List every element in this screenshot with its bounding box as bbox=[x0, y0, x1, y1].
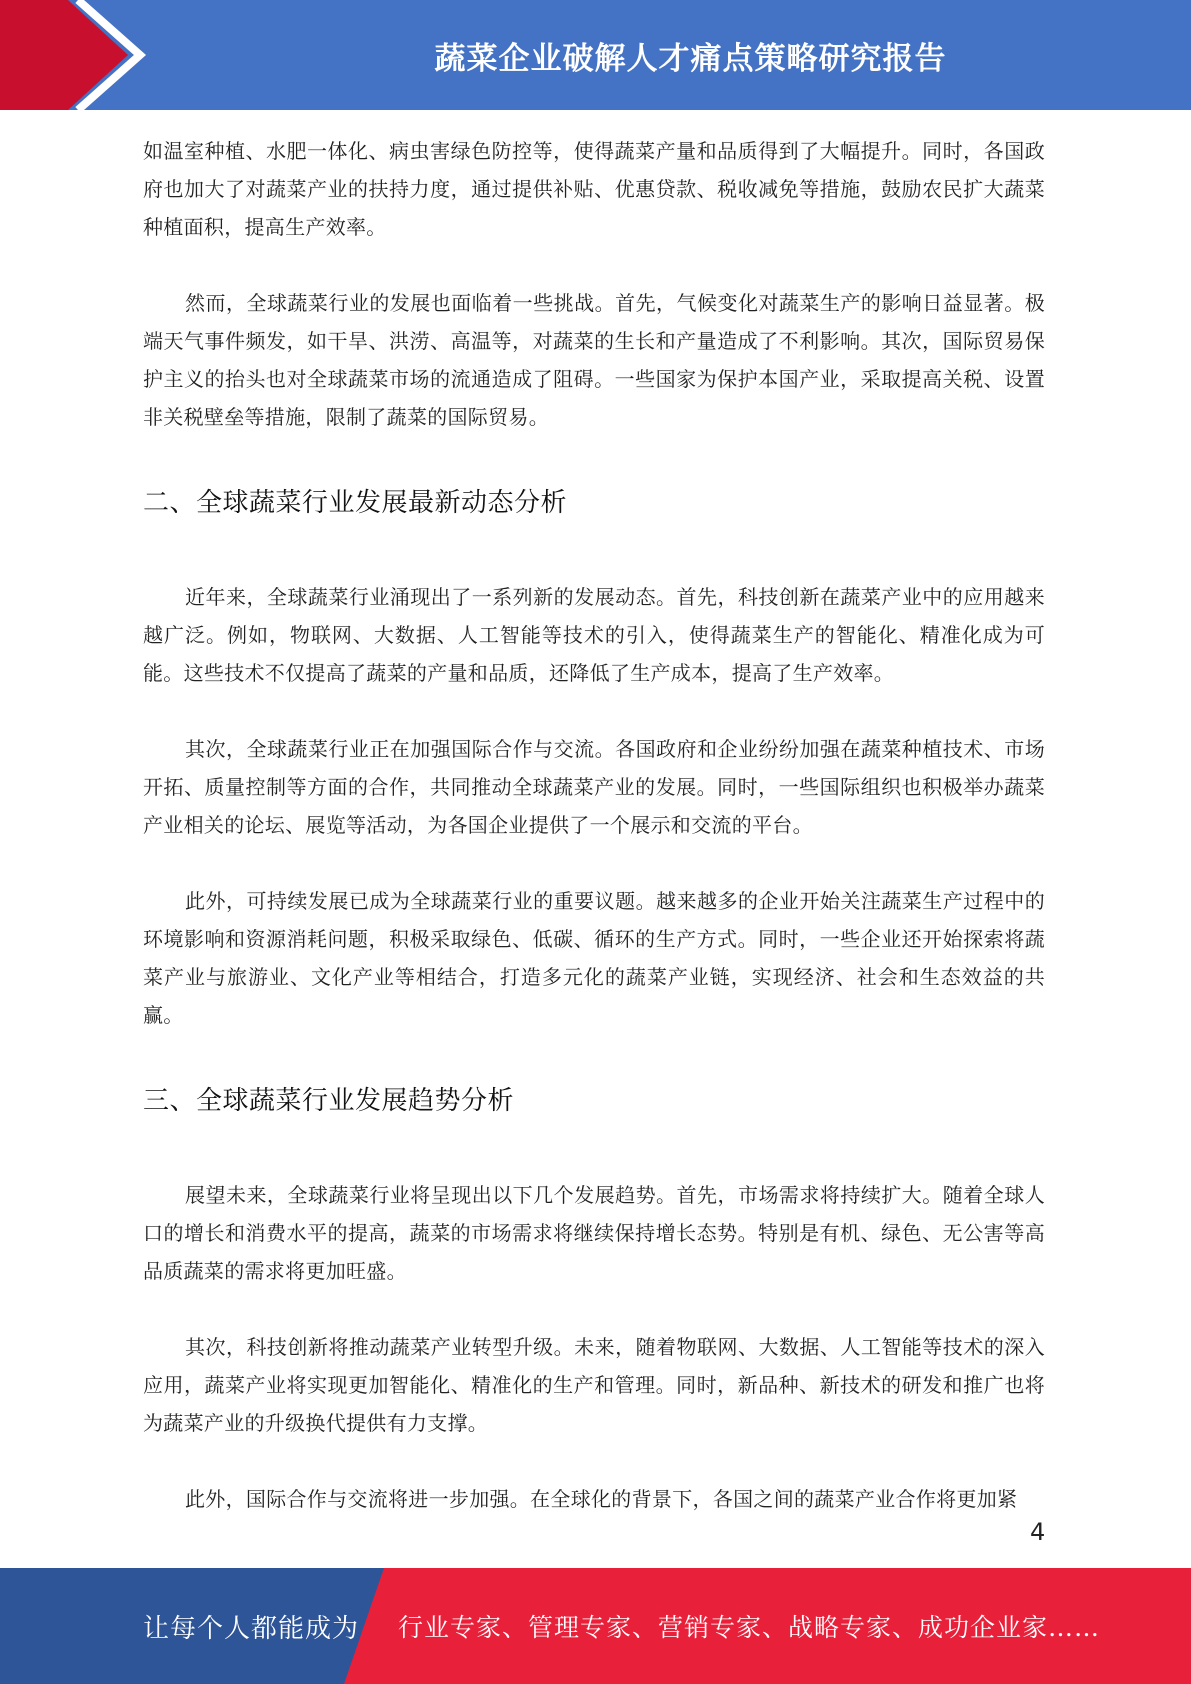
page-header bbox=[0, 0, 1191, 110]
paragraph: 此外，可持续发展已成为全球蔬菜行业的重要议题。越来越多的企业开始关注蔬菜生产过程中的环境影响和资源消耗问题，积极采取绿色、低碳、循环的生产方式。同时，一些企业还开始探索将蔬菜产业与旅游业、文化产业等相结合，打造多元化的蔬菜产业链，实现经济、社会和生态效益的共赢。 bbox=[143, 889, 1045, 1027]
paragraph: 然而，全球蔬菜行业的发展也面临着一些挑战。首先，气候变化对蔬菜生产的影响日益显著。极端天气事件频发，如干旱、洪涝、高温等，对蔬菜的生长和产量造成了不利影响。其次，国际贸易保护主义的抬头也对全球蔬菜市场的流通造成了阻碍。一些国家为保护本国产业，采取提高关税、设置非关税壁垒等措施，限制了蔬菜的国际贸易。 bbox=[143, 291, 1045, 429]
footer-slogan-right: 行业专家、管理专家、营销专家、战略专家、成功企业家…… bbox=[398, 1613, 1101, 1642]
section-heading: 二、全球蔬菜行业发展最新动态分析 bbox=[143, 488, 568, 518]
section-heading: 三、全球蔬菜行业发展趋势分析 bbox=[143, 1086, 515, 1116]
paragraph: 其次，科技创新将推动蔬菜产业转型升级。未来，随着物联网、大数据、人工智能等技术的深入应用，蔬菜产业将实现更加智能化、精准化的生产和管理。同时，新品种、新技术的研发和推广也将为蔬菜产业的升级换代提供有力支撑。 bbox=[143, 1335, 1045, 1435]
paragraph: 如温室种植、水肥一体化、病虫害绿色防控等，使得蔬菜产量和品质得到了大幅提升。同时，各国政府也加大了对蔬菜产业的扶持力度，通过提供补贴、优惠贷款、税收减免等措施，鼓励农民扩大蔬菜种植面积，提高生产效率。 bbox=[143, 139, 1045, 239]
header-red-arrow-decoration bbox=[0, 0, 200, 110]
page-number: 4 bbox=[1030, 1518, 1046, 1546]
footer-slogan-left: 让每个人都能成为 bbox=[143, 1613, 360, 1644]
page-footer bbox=[0, 1568, 1191, 1684]
paragraph: 此外，国际合作与交流将进一步加强。在全球化的背景下，各国之间的蔬菜产业合作将更加紧 bbox=[185, 1487, 1018, 1511]
document-body bbox=[143, 132, 1045, 1518]
paragraph: 展望未来，全球蔬菜行业将呈现出以下几个发展趋势。首先，市场需求将持续扩大。随着全球人口的增长和消费水平的提高，蔬菜的市场需求将继续保持增长态势。特别是有机、绿色、无公害等高品质蔬菜的需求将更加旺盛。 bbox=[143, 1183, 1045, 1283]
paragraph: 近年来，全球蔬菜行业涌现出了一系列新的发展动态。首先，科技创新在蔬菜产业中的应用越来越广泛。例如，物联网、大数据、人工智能等技术的引入，使得蔬菜生产的智能化、精准化成为可能。这些技术不仅提高了蔬菜的产量和品质，还降低了生产成本，提高了生产效率。 bbox=[143, 585, 1045, 685]
paragraph: 其次，全球蔬菜行业正在加强国际合作与交流。各国政府和企业纷纷加强在蔬菜种植技术、市场开拓、质量控制等方面的合作，共同推动全球蔬菜产业的发展。同时，一些国际组织也积极举办蔬菜产业相关的论坛、展览等活动，为各国企业提供了一个展示和交流的平台。 bbox=[143, 737, 1045, 837]
report-title: 蔬菜企业破解人才痛点策略研究报告 bbox=[434, 40, 947, 77]
